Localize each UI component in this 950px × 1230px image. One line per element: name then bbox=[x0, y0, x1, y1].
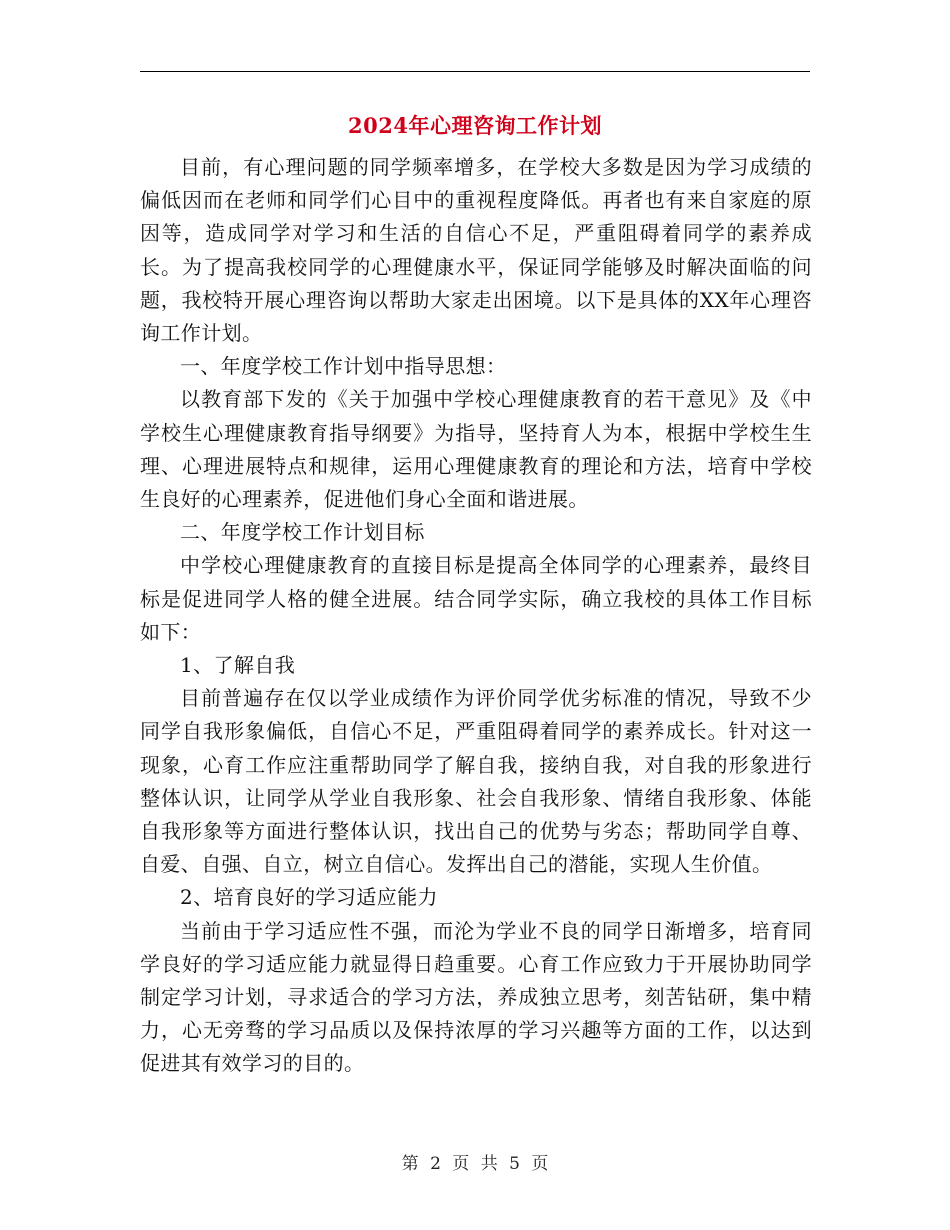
document-body bbox=[140, 151, 812, 1081]
heading-learning-adaptation: 2、培育良好的学习适应能力 bbox=[180, 885, 438, 910]
heading-plan-goals: 二、年度学校工作计划目标 bbox=[180, 520, 425, 545]
header-rule bbox=[140, 71, 810, 72]
page-number: 第 2 页 共 5 页 bbox=[401, 1154, 549, 1174]
paragraph-plan-goals: 中学校心理健康教育的直接目标是提高全体同学的心理素养，最终目标是促进同学人格的健全进展。结合同学实际，确立我校的具体工作目标如下： bbox=[140, 553, 812, 644]
paragraph-guiding-ideology: 以教育部下发的《关于加强中学校心理健康教育的若干意见》及《中学校生心理健康教育指导纲要》为指导，坚持育人为本，根据中学校生生理、心理进展特点和规律，运用心理健康教育的理论和方法，培育中学校生良好的心理素养，促进他们身心全面和谐进展。 bbox=[140, 387, 812, 512]
document-title: 2024年心理咨询工作计划 bbox=[348, 113, 602, 138]
heading-guiding-ideology: 一、年度学校工作计划中指导思想： bbox=[180, 354, 507, 379]
paragraph-understand-self: 目前普遍存在仅以学业成绩作为评价同学优劣标准的情况，导致不少同学自我形象偏低，自信心不足，严重阻碍着同学的素养成长。针对这一现象，心育工作应注重帮助同学了解自我，接纳自我，对自我的形象进行整体认识，让同学从学业自我形象、社会自我形象、情绪自我形象、体能自我形象等方面进行整体认识，找出自己的优势与劣态；帮助同学自尊、自爱、自强、自立，树立自信心。发挥出自己的潜能，实现人生价值。 bbox=[140, 686, 812, 877]
heading-understand-self: 1、了解自我 bbox=[180, 653, 296, 678]
paragraph-intro: 目前，有心理问题的同学频率增多，在学校大多数是因为学习成绩的偏低因而在老师和同学们心目中的重视程度降低。再者也有来自家庭的原因等，造成同学对学习和生活的自信心不足，严重阻碍着同学的素养成长。为了提高我校同学的心理健康水平，保证同学能够及时解决面临的问题，我校特开展心理咨询以帮助大家走出困境。以下是具体的XX年心理咨询工作计划。 bbox=[140, 155, 812, 346]
paragraph-learning-adaptation: 当前由于学习适应性不强，而沦为学业不良的同学日渐增多，培育同学良好的学习适应能力就显得日趋重要。心育工作应致力于开展协助同学制定学习计划，寻求适合的学习方法，养成独立思考，刻苦钻研，集中精力，心无旁骛的学习品质以及保持浓厚的学习兴趣等方面的工作，以达到促进其有效学习的目的。 bbox=[140, 918, 812, 1076]
